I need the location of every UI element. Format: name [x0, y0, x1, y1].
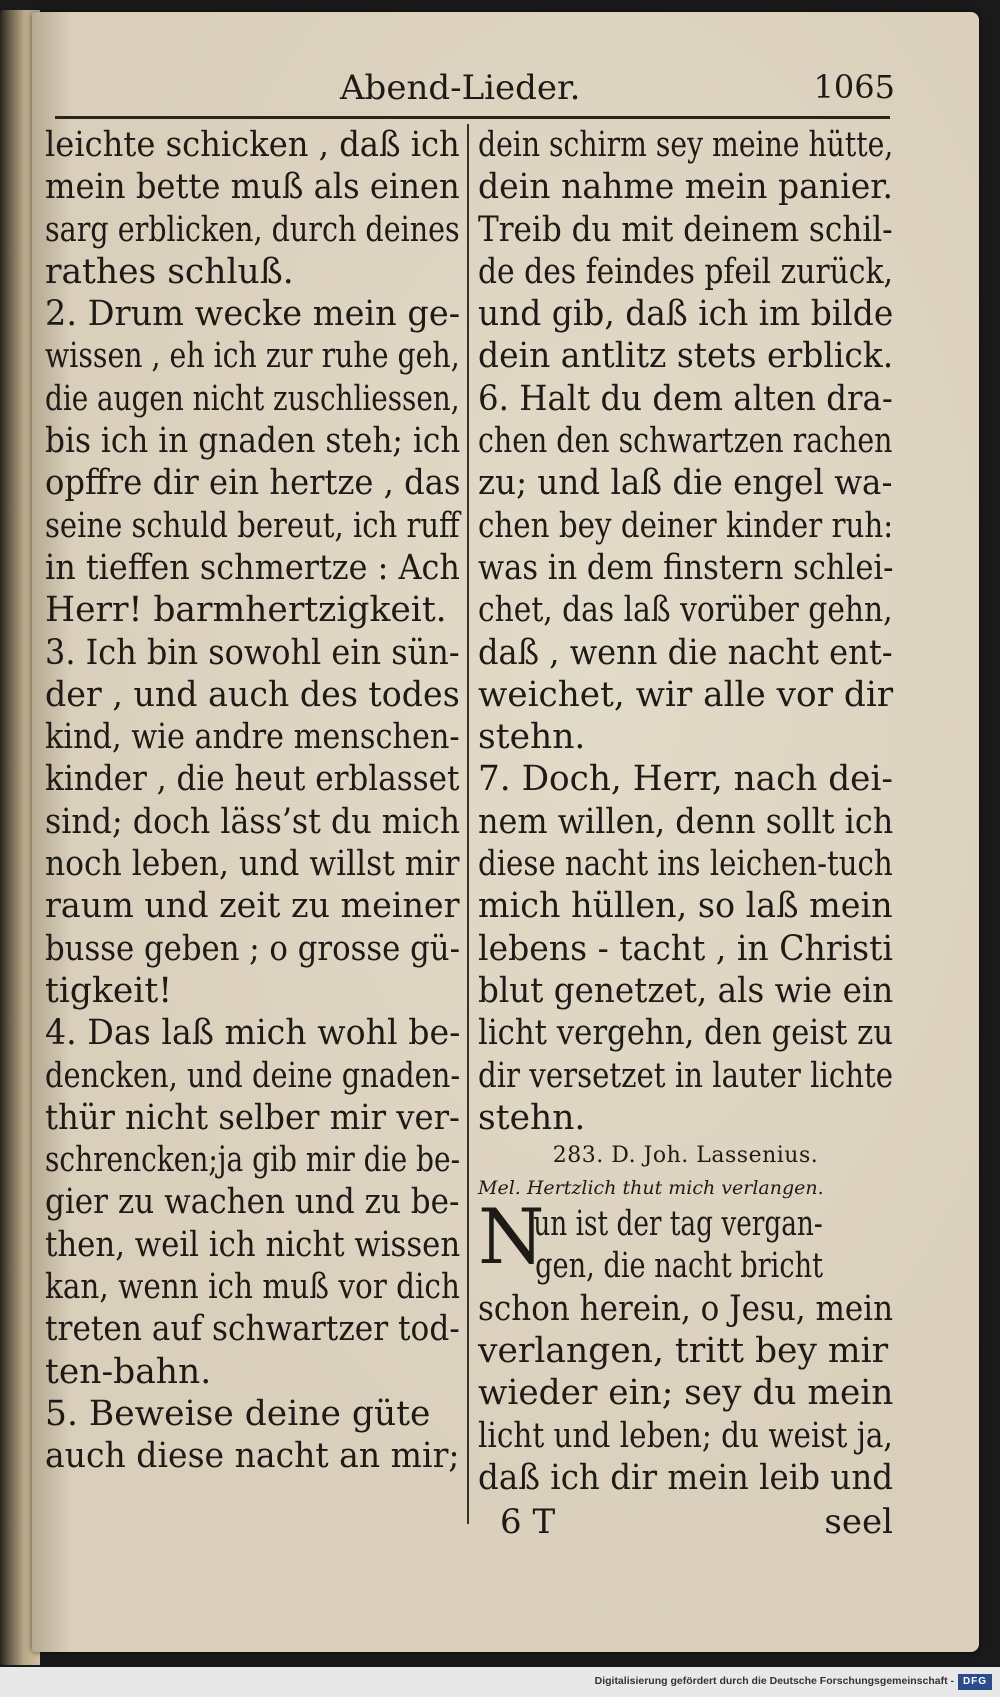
text-line: busse geben ; o grosse gü-: [45, 928, 460, 969]
text-line: tigkeit!: [45, 970, 173, 1011]
text-line: kan, wenn ich muß vor dich: [45, 1267, 460, 1308]
text-line: schrencken;ja gib mir die be-: [45, 1140, 461, 1181]
dfg-logo: DFG: [958, 1674, 992, 1690]
footer-bar: [0, 1667, 1000, 1697]
text-line: licht vergehn, den geist zu: [478, 1013, 894, 1054]
text-line: chen bey deiner kinder ruh:: [478, 505, 894, 546]
text-line: schon herein, o Jesu, mein: [478, 1288, 894, 1329]
text-line: mein bette muß als einen: [45, 167, 460, 208]
text-line: mich hüllen, so laß mein: [478, 886, 893, 927]
text-line: licht und leben; du weist ja,: [478, 1415, 893, 1456]
text-line: verlangen, tritt bey mir: [478, 1331, 889, 1372]
text-line: bis ich in gnaden steh; ich: [45, 421, 461, 462]
text-line: rathes schluß.: [45, 251, 294, 292]
text-line: dein schirm sey meine hütte,: [478, 125, 894, 165]
text-line: daß , wenn die nacht ent-: [478, 632, 893, 673]
text-line: noch leben, und willst mir: [45, 844, 460, 885]
text-line: was in dem finstern schlei-: [478, 547, 894, 588]
text-line: Treib du mit deinem schil-: [478, 209, 893, 250]
text-line: 7. Doch, Herr, nach dei-: [478, 759, 893, 800]
text-line: Herr! barmhertzigkeit.: [45, 590, 447, 631]
header-rule: [55, 116, 890, 119]
hymn-melody: Mel. Hertzlich thut mich verlangen.: [478, 1177, 824, 1200]
text-line: thür nicht selber mir ver-: [45, 1097, 460, 1138]
text-line: kinder , die heut erblasset: [45, 759, 460, 800]
text-line: un ist der tag vergan-: [533, 1204, 823, 1245]
text-line: chen den schwartzen rachen: [478, 421, 893, 462]
text-line: treten auf schwartzer tod-: [45, 1309, 460, 1350]
drop-cap-letter: N: [478, 1192, 545, 1282]
hymn-opening: [478, 1192, 893, 1288]
text-line: seine schuld bereut, ich ruff: [45, 505, 460, 546]
text-line: stehn.: [478, 1097, 586, 1138]
text-line: in tieffen schmertze : Ach: [45, 547, 460, 588]
funding-credit: Digitalisierung gefördert durch die Deutsche Forschungsgemeinschaft -: [594, 1675, 954, 1687]
text-line: dein antlitz stets erblick.: [478, 336, 894, 377]
text-line: wieder ein; sey du mein: [478, 1373, 894, 1414]
page-header: [50, 68, 895, 114]
text-line: kind, wie andre menschen-: [45, 717, 460, 758]
right-text-column: [478, 124, 893, 1499]
catchword-row: [478, 1502, 893, 1548]
running-title: Abend-Lieder.: [340, 68, 581, 108]
page-number: 1065: [813, 68, 895, 106]
text-line: dir versetzet in lauter lichte: [478, 1055, 894, 1096]
text-line: diese nacht ins leichen-tuch: [478, 844, 893, 885]
text-line: de des feindes pfeil zurück,: [478, 251, 893, 292]
text-line: zu; und laß die engel wa-: [478, 463, 893, 504]
right-column-verses: [478, 124, 893, 1139]
left-text-column: [45, 124, 460, 1478]
text-line: die augen nicht zuschliessen,: [45, 378, 460, 419]
text-line: sarg erblicken, durch deines: [45, 209, 460, 250]
text-line: ten-bahn.: [45, 1351, 212, 1392]
text-line: und gib, daß ich im bilde: [478, 294, 894, 335]
text-line: stehn.: [478, 717, 586, 758]
text-line: wissen , eh ich zur ruhe geh,: [45, 336, 460, 377]
text-line: opffre dir ein hertze , das: [45, 463, 461, 504]
text-line: sind; doch läss’st du mich: [45, 801, 461, 842]
text-line: leichte schicken , daß ich: [45, 125, 460, 165]
text-line: 6. Halt du dem alten dra-: [478, 378, 893, 419]
text-line: dein nahme mein panier.: [478, 167, 893, 208]
text-line: 5. Beweise deine güte: [45, 1393, 431, 1434]
text-line: 4. Das laß mich wohl be-: [45, 1013, 461, 1054]
column-divider: [467, 124, 469, 1524]
text-line: gier zu wachen und zu be-: [45, 1182, 460, 1223]
text-line: then, weil ich nicht wissen: [45, 1224, 461, 1265]
signature-mark: 6 T: [500, 1502, 556, 1542]
text-line: dencken, und deine gnaden-: [45, 1055, 461, 1096]
text-line: raum und zeit zu meiner: [45, 886, 460, 927]
text-line: 2. Drum wecke mein ge-: [45, 294, 461, 335]
text-line: nem willen, denn sollt ich: [478, 801, 894, 842]
text-line: gen, die nacht bricht: [535, 1246, 824, 1287]
text-line: auch diese nacht an mir;: [45, 1436, 460, 1477]
text-line: blut genetzet, als wie ein: [478, 970, 894, 1011]
hymn-number-author: 283. D. Joh. Lassenius.: [552, 1143, 819, 1169]
text-line: daß ich dir mein leib und: [478, 1457, 894, 1498]
catchword: seel: [824, 1502, 893, 1542]
text-line: chet, das laß vorüber gehn,: [478, 590, 893, 631]
text-line: 3. Ich bin sowohl ein sün-: [45, 632, 460, 673]
text-line: weichet, wir alle vor dir: [478, 674, 894, 715]
text-line: der , und auch des todes: [45, 674, 460, 715]
hymn-verse-lines: [478, 1288, 893, 1499]
text-line: lebens - tacht , in Christi: [478, 928, 893, 969]
